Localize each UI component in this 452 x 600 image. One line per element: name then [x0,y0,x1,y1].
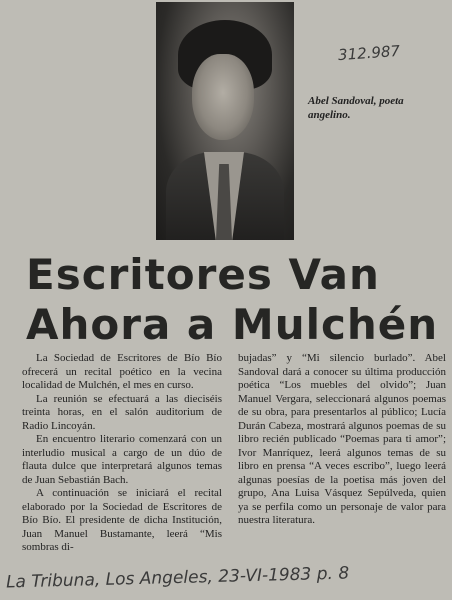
paragraph: bujadas” y “Mi silencio burlado”. Abel Sandoval dará a conocer su última producción poética “Los muebles del olvido”; Juan Manuel Vergara, seleccionará algunos poemas de su obra, para presentarlos al público; Lucía Durán Cabeza, mostrará algunos poemas de su libro recién publicado “Poemas para ti amor”; Ivor Manríquez, leerá algunos temas de su libro en prensa “A veces escribo”, luego leerá algunas poesías de la poetisa más joven del grupo, Ana Luisa Vásquez Sepúlveda, quien ya se perfila como un personaje de valor para nuestra literatura. [238,352,446,526]
article-column-left [22,352,222,555]
photo-caption: Abel Sandoval, poeta angelino. [308,95,404,121]
paragraph: La Sociedad de Escritores de Bío Bío ofrecerá un recital poético en la vecina localidad de Mulchén, el mes en curso. [22,352,222,391]
handwritten-reference-number: 312.987 [337,41,401,65]
headline-line-2: Ahora a Mulchén [26,300,439,349]
portrait-photo [156,2,294,240]
headline-line-1: Escritores Van [26,250,380,299]
photo-face [192,54,254,140]
paragraph: La reunión se efectuará a las dieciséis treinta horas, en el salón auditorium de Radio Lincoyán. [22,392,222,432]
handwritten-source-note: La Tribuna, Los Angeles, 23-VI-1983 p. 8 [5,563,350,593]
article-column-right [238,352,446,528]
paragraph: A continuación se iniciará el recital elaborado por la Sociedad de Escritores de Bío Bío. El presidente de dicha Institución, Juan Manuel Bustamante, leerá “Mis sombras di- [22,487,222,553]
paragraph: En encuentro literario comenzará con un interludio musical a cargo de un dúo de flauta dulce que interpretará algunos temas de Juan Sebastián Bach. [22,433,222,486]
